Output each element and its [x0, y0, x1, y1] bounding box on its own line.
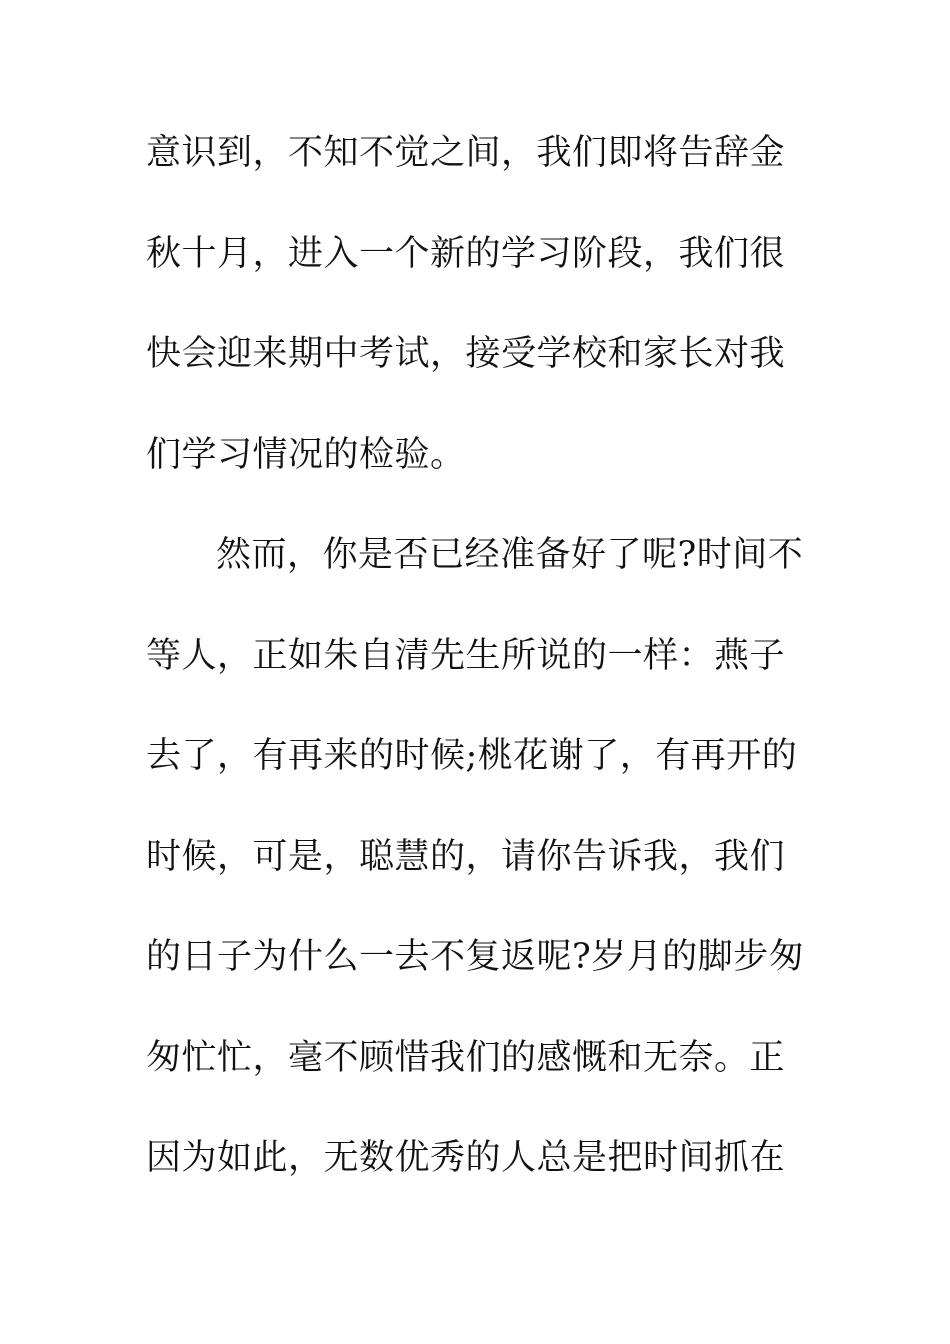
text-line-1: 意识到，不知不觉之间，我们即将告辞金	[146, 133, 786, 173]
text-line-7: 去了，有再来的时候;桃花谢了，有再开的	[146, 736, 798, 776]
text-line-8: 时候，可是，聪慧的，请你告诉我，我们	[146, 836, 786, 877]
text-line-9: 的日子为什么一去不复返呢?岁月的脚步匆	[146, 937, 805, 977]
text-line-10: 匆忙忙，毫不顾惜我们的感慨和无奈。正	[146, 1037, 786, 1078]
text-line-11: 因为如此，无数优秀的人总是把时间抓在	[146, 1138, 786, 1178]
text-line-3: 快会迎来期中考试，接受学校和家长对我	[146, 334, 786, 374]
text-line-2: 秋十月，进入一个新的学习阶段，我们很	[146, 233, 786, 274]
text-line-6: 等人，正如朱自清先生所说的一样：燕子	[146, 635, 786, 676]
body-text	[146, 122, 826, 1228]
text-line-4: 们学习情况的检验。	[146, 434, 466, 475]
text-line-5: 然而，你是否已经准备好了呢?时间不	[216, 535, 804, 575]
